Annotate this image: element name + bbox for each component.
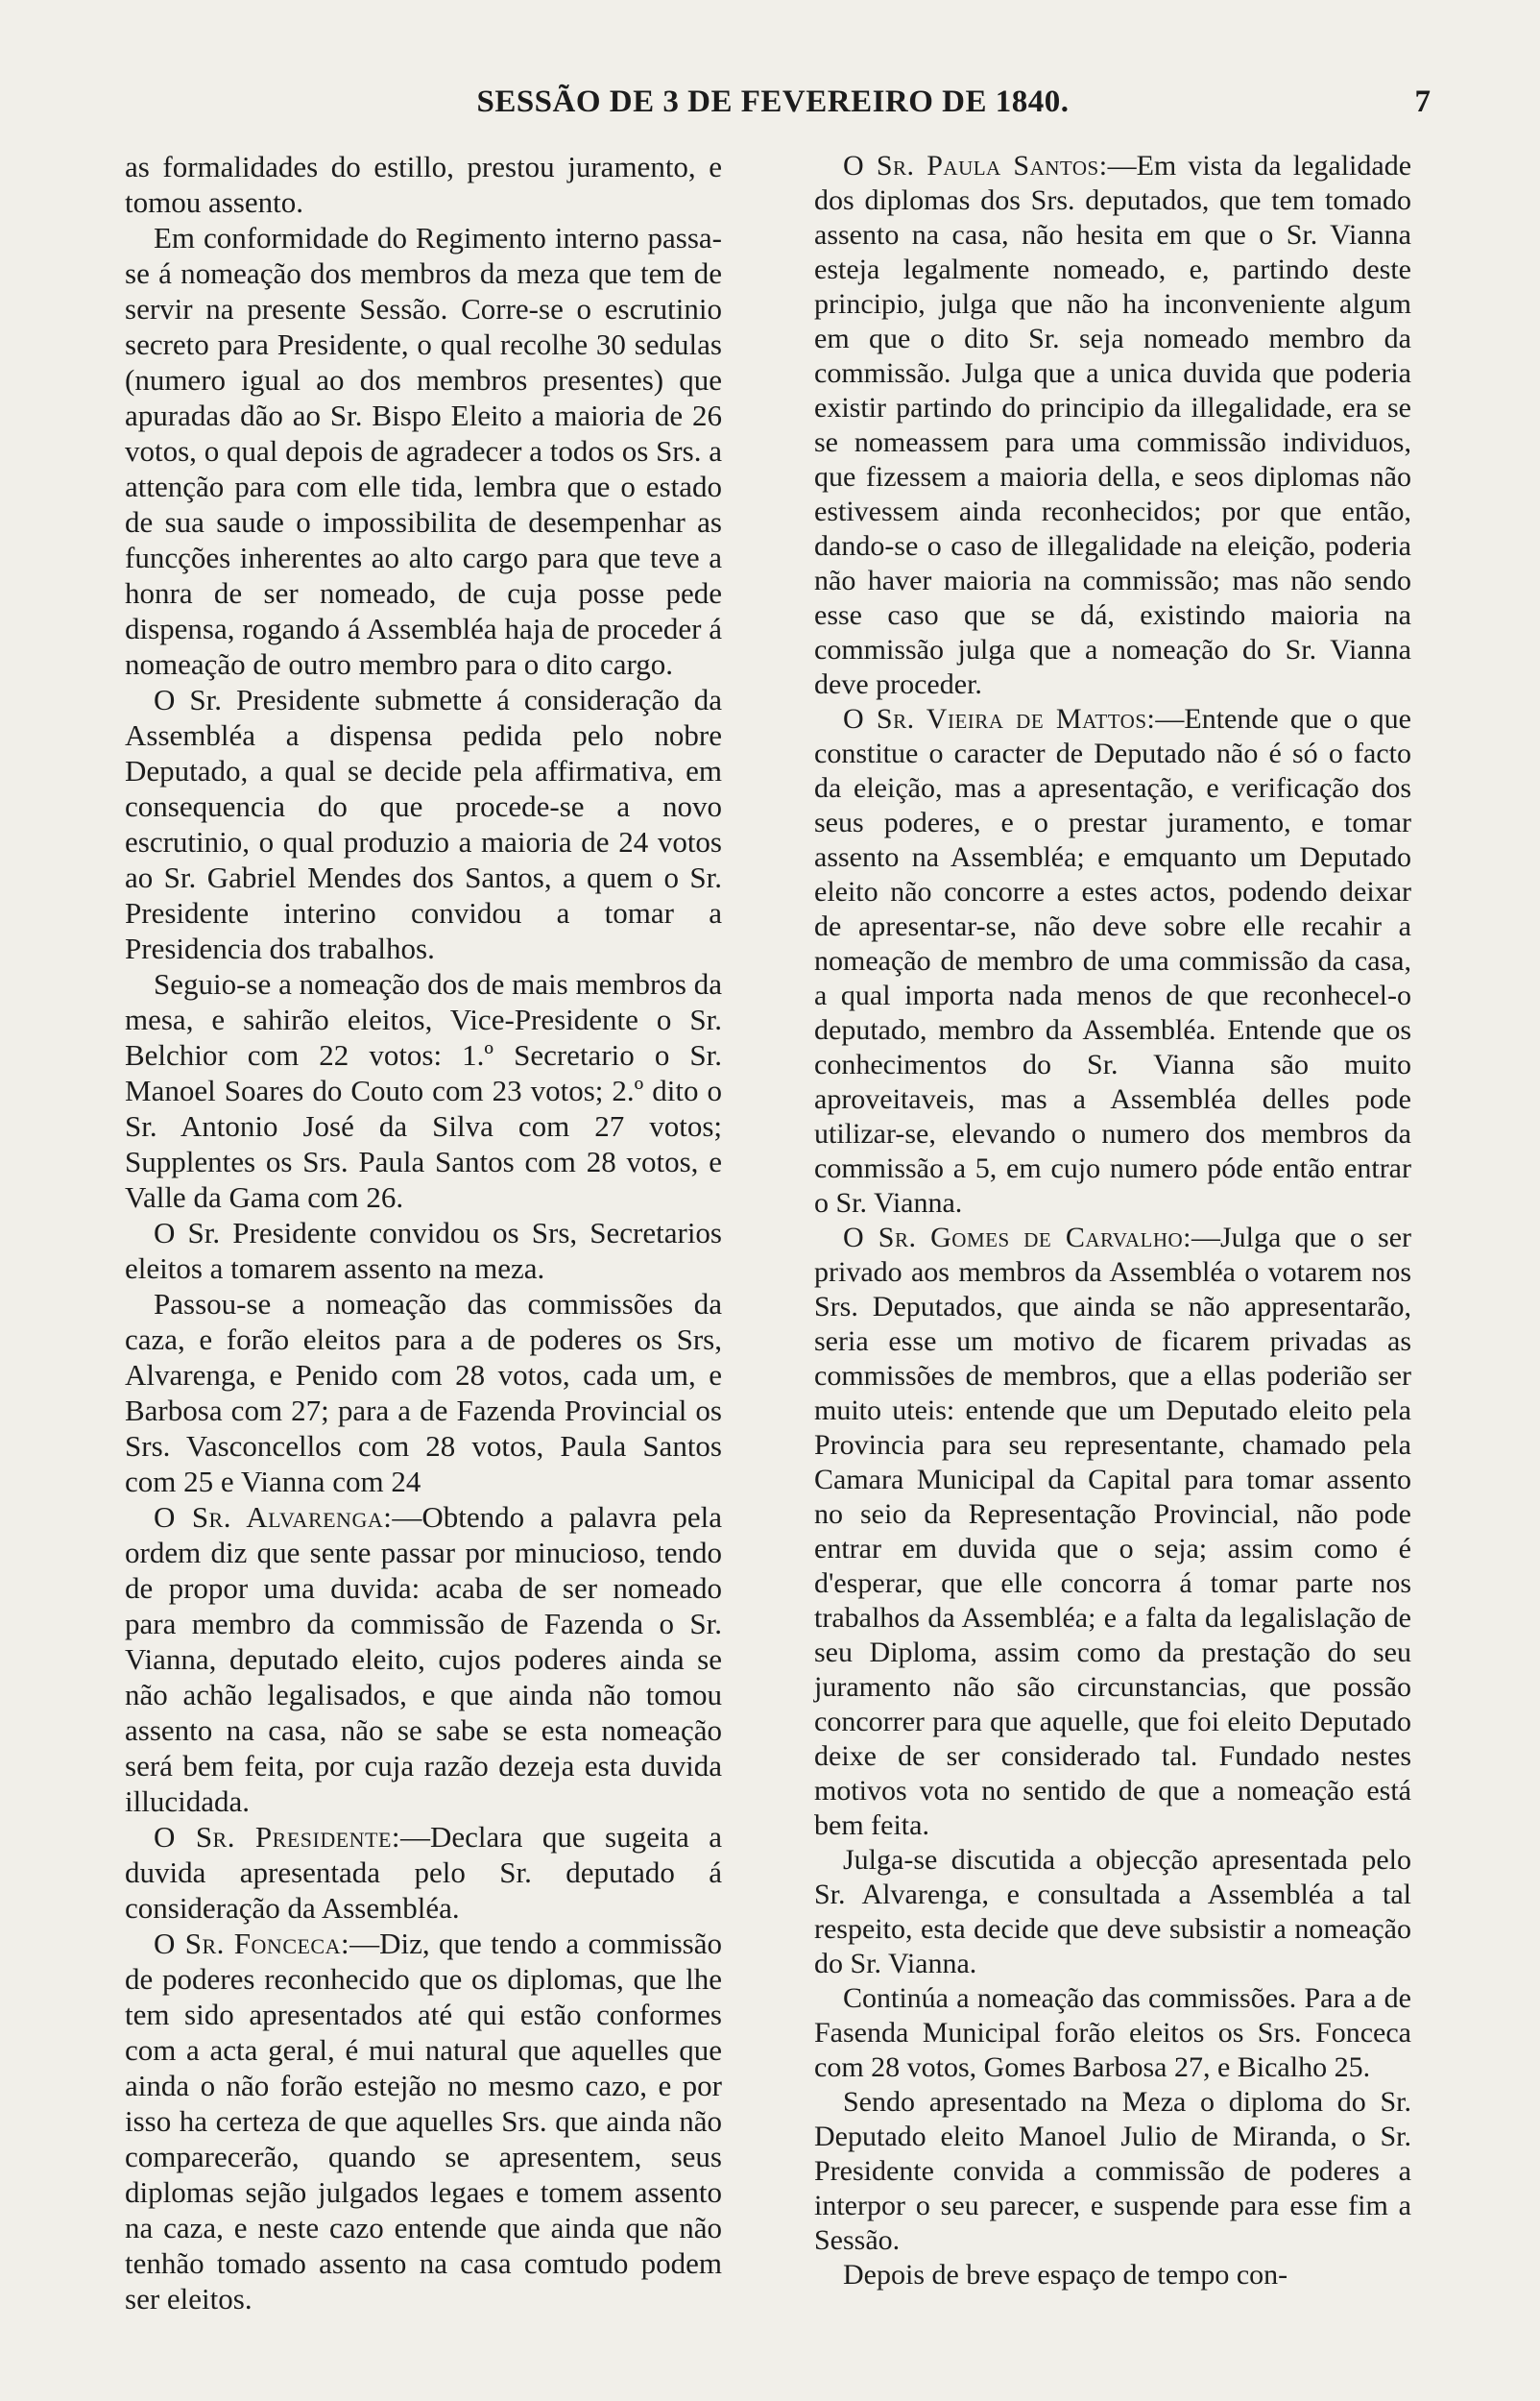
paragraph xyxy=(125,1926,722,2316)
paragraph xyxy=(125,1499,722,1819)
paragraph-text: Em conformidade do Regimento interno passa-se á nomeação dos membros da meza que tem de servir na presente Sessão. Corre-se o escrutinio secreto para Presidente, o qual recolhe 30 sedulas (numero igual ao dos membros presentes) que apuradas dão ao Sr. Bispo Eleito a maioria de 26 votos, o qual depois de agradecer a todos os Srs. a attenção para com elle tida, lembra que o estado de sua saude o impossibilita de desempenhar as funcções inherentes ao alto cargo para que teve a honra de ser nomeado, de cuja posse pede dispensa, rogando á Assembléa haja de proceder á nomeação de outro membro para o dito cargo. xyxy=(125,221,722,681)
paragraph-text: Passou-se a nomeação das commissões da caza, e forão eleitos para a de poderes os Srs, Alvarenga, e Penido com 28 votos, cada um, e Barbosa com 27; para a de Fazenda Provincial os Srs. Vasconcellos com 28 votos, Paula Santos com 25 e Vianna com 24 xyxy=(125,1287,722,1498)
speaker-name: O Sr. Gomes de Carvalho: xyxy=(843,1222,1191,1253)
paragraph xyxy=(125,1215,722,1286)
page-header xyxy=(115,85,1431,133)
paragraph xyxy=(125,220,722,682)
paragraph xyxy=(814,1221,1411,1843)
paragraph-text: Continúa a nomeação das commissões. Para a de Fasenda Municipal forão eleitos os Srs. Fonceca com 28 votos, Gomes Barbosa 27, e Bicalho 25. xyxy=(814,1982,1411,2083)
paragraph xyxy=(814,149,1411,702)
left-text-column xyxy=(125,149,722,2316)
paragraph xyxy=(125,682,722,966)
paragraph xyxy=(814,1981,1411,2085)
speaker-name: O Sr. Presidente: xyxy=(154,1820,401,1854)
paragraph xyxy=(125,966,722,1215)
paragraph-text: —Julga que o ser privado aos membros da Assembléa o votarem nos Srs. Deputados, que ainda se não appresentarão, seria esse um motivo de ficarem privadas as commissões de membros, que a ellas poderião ser muito uteis: entende que um Deputado eleito pela Provincia para seu representante, chamado pela Camara Municipal da Capital para tomar assento no seio da Representação Provincial, não pode entrar em duvida que o seja; assim como é d'esperar, que elle concorra á tomar parte nos trabalhos da Assembléa; e a falta da legalislação de seu Diploma, assim como da prestação do seu juramento não são circunstancias, que possão concorrer para que aquelle, que foi eleito Deputado deixe de ser considerado tal. Fundado nestes motivos vota no sentido de que a nomeação está bem feita. xyxy=(814,1222,1412,1841)
speaker-name: O Sr. Fonceca: xyxy=(154,1927,350,1960)
paragraph-text: Depois de breve espaço de tempo con- xyxy=(843,2259,1288,2291)
paragraph-text: Seguio-se a nomeação dos de mais membros da mesa, e sahirão eleitos, Vice-Presidente o Sr. Belchior com 22 votos: 1.º Secretario o Sr. Manoel Soares do Couto com 23 votos; 2.º dito o Sr. Antonio José da Silva com 27 votos; Supplentes os Srs. Paula Santos com 28 votos, e Valle da Gama com 26. xyxy=(125,967,722,1214)
paragraph-text: —Obtendo a palavra pela ordem diz que sente passar por minucioso, tendo de propor uma duvida: acaba de ser nomeado para membro da commissão de Fazenda o Sr. Vianna, deputado eleito, cujos poderes ainda se não achão legalisados, e que ainda não tomou assento na casa, não se sabe se esta nomeação será bem feita, por cuja razão dezeja esta duvida illucidada. xyxy=(125,1500,722,1818)
speaker-name: O Sr. Paula Santos: xyxy=(843,150,1108,182)
session-title: SESSÃO DE 3 DE FEVEREIRO DE 1840. xyxy=(476,85,1070,119)
paragraph xyxy=(814,2085,1411,2258)
page-number: 7 xyxy=(1414,85,1431,119)
paragraph-text: —Entende que o que constitue o caracter de Deputado não é só o facto da eleição, mas a apresentação, e verificação dos seus poderes, e o prestar juramento, e tomar assento na Assembléa; e emquanto um Deputado eleito não concorre a estes actos, podendo deixar de apresentar-se, não deve sobre elle recahir a nomeação de membro de uma commissão da casa, a qual importa nada menos de que reconhecel-o deputado, membro da Assembléa. Entende que os conhecimentos do Sr. Vianna são muito aproveitaveis, mas a Assembléa delles pode utilizar-se, elevando o numero dos membros da commissão a 5, em cujo numero póde então entrar o Sr. Vianna. xyxy=(814,703,1411,1219)
paragraph-text: O Sr. Presidente convidou os Srs, Secretarios eleitos a tomarem assento na meza. xyxy=(125,1216,722,1285)
paragraph xyxy=(125,1286,722,1499)
paragraph-text: —Declara que sugeita a duvida apresentada pelo Sr. deputado á consideração da Assembléa. xyxy=(125,1820,723,1925)
paragraph-text: —Diz, que tendo a commissão de poderes reconhecido que os diplomas, que lhe tem sido apresentados até qui estão conformes com a acta geral, é mui natural que aquelles que ainda o não forão estejão no mesmo cazo, e por isso ha certeza de que aquelles Srs. que ainda não comparecerão, quando se apresentem, seus diplomas sejão julgados legaes e tomem assento na caza, e neste cazo entende que ainda que não tenhão tomado assento na casa comtudo podem ser eleitos. xyxy=(125,1927,722,2316)
paragraph-text: O Sr. Presidente submette á consideração da Assembléa a dispensa pedida pelo nobre Deputado, a qual se decide pela affirmativa, em consequencia do que procede-se a novo escrutinio, o qual produzio a maioria de 24 votos ao Sr. Gabriel Mendes dos Santos, a quem o Sr. Presidente interino convidou a tomar a Presidencia dos trabalhos. xyxy=(125,683,722,965)
paragraph xyxy=(814,1843,1411,1981)
paragraph-text: Sendo apresentado na Meza o diploma do Sr. Deputado eleito Manoel Julio de Miranda, o Sr. Presidente convida a commissão de poderes a interpor o seu parecer, e suspende para esse fim a Sessão. xyxy=(814,2086,1411,2256)
speaker-name: O Sr. Alvarenga: xyxy=(154,1500,393,1534)
paragraph xyxy=(125,149,722,220)
paragraph-text: —Em vista da legalidade dos diplomas dos Srs. deputados, que tem tomado assento na casa, não hesita em que o Sr. Vianna esteja legalmente nomeado, e, partindo deste principio, julga que não ha inconveniente algum em que o dito Sr. seja nomeado membro da commissão. Julga que a unica duvida que poderia existir partindo do principio da illegalidade, era se se nomeassem para uma commissão individuos, que fizessem a maioria della, e seos diplomas não estivessem ainda reconhecidos; por que então, dando-se o caso de illegalidade na eleição, poderia não haver maioria na commissão; mas não sendo esse caso que se dá, existindo maioria na commissão julga que a nomeação do Sr. Vianna deve proceder. xyxy=(814,150,1412,700)
right-text-column xyxy=(814,149,1411,2292)
paragraph-text: Julga-se discutida a objecção apresentada pelo Sr. Alvarenga, e consultada a Assembléa a tal respeito, esta decide que deve subsistir a nomeação do Sr. Vianna. xyxy=(814,1844,1411,1979)
paragraph xyxy=(814,2258,1411,2292)
paragraph-text: as formalidades do estillo, prestou juramento, e tomou assento. xyxy=(125,150,722,219)
speaker-name: O Sr. Vieira de Mattos: xyxy=(843,703,1156,735)
paragraph xyxy=(125,1819,722,1926)
paragraph xyxy=(814,702,1411,1221)
